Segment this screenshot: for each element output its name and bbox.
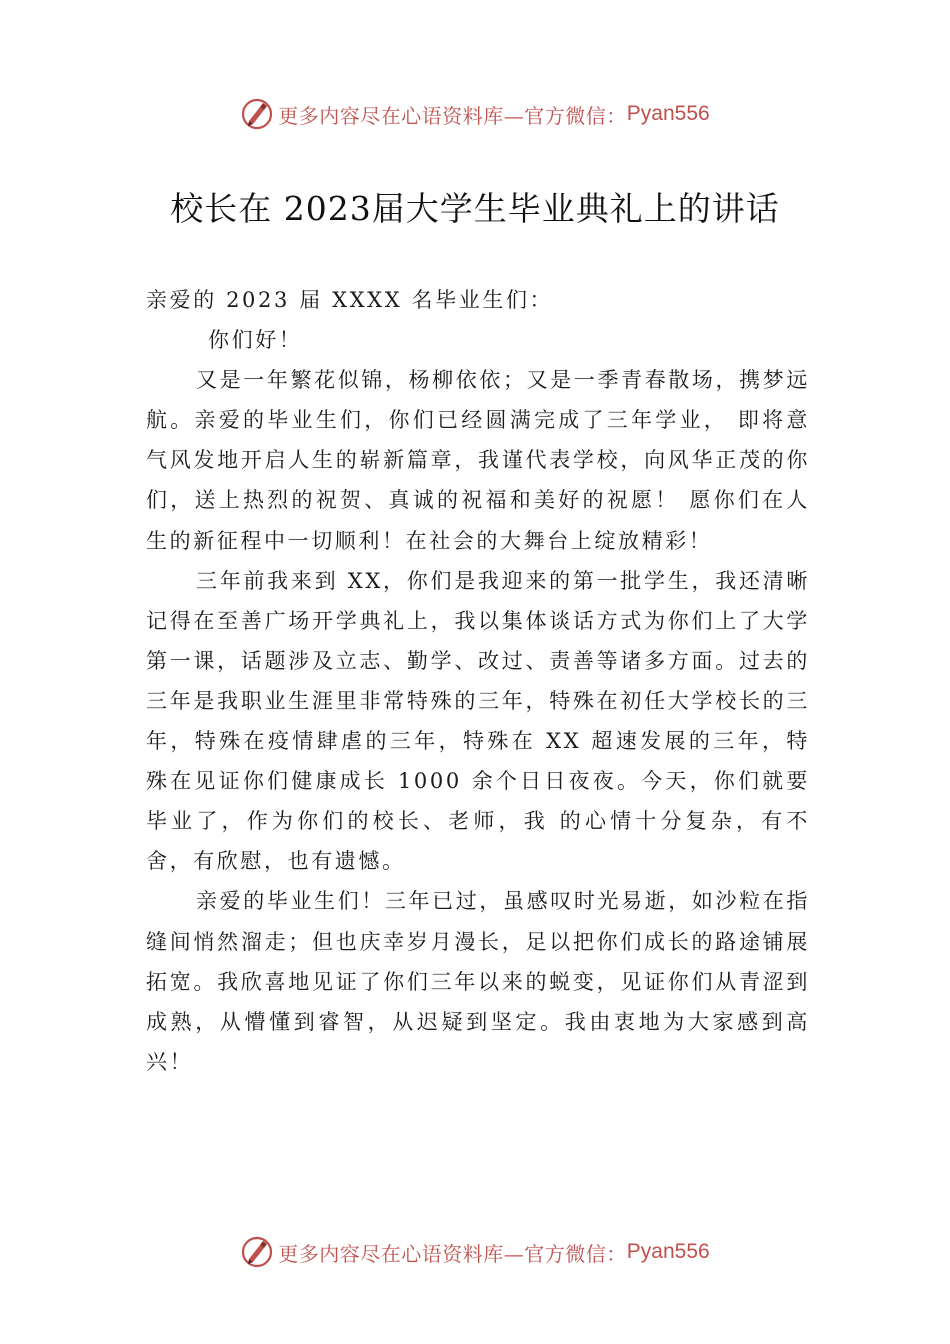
paragraph: 三年前我来到 XX，你们是我迎来的第一批学生，我还清晰记得在至善广场开学典礼上，我以集体谈话方式为你们上了大学第一课，话题涉及立志、勤学、改过、责善等诸多方面。过去的三年是我职业生涯里非常特殊的三年，特殊在初任大学校长的三年，特殊在疫情肆虐的三年，特殊在 XX 超速发展的三年，特殊在见证你们健康成长 1000 余个日日夜夜。今天，你们就要毕业了，作为你们的校长、老师，我 的心情十分复杂，有不舍，有欣慰，也有遗憾。 bbox=[146, 568, 810, 874]
banner-text: 更多内容尽在心语资料库—官方微信： bbox=[278, 103, 627, 128]
greeting: 你们好！ bbox=[208, 328, 303, 353]
paragraph: 亲爱的毕业生们！三年已过，虽感叹时光易逝，如沙粒在指缝间悄然溜走；但也庆幸岁月漫长，足以把你们成长的路途铺展拓宽。我欣喜地见证了你们三年以来的蜕变，见证你们从青涩到成熟，从懵懂到睿智，从迟疑到坚定。我由衷地为大家感到高兴！ bbox=[146, 889, 810, 1074]
banner-text: 更多内容尽在心语资料库—官方微信： bbox=[278, 1241, 627, 1266]
wechat-id: Pyan556 bbox=[626, 102, 710, 125]
salutation: 亲爱的 2023 届 XXXX 名毕业生们： bbox=[146, 288, 554, 312]
footer-banner bbox=[0, 1232, 950, 1272]
pen-logo-icon bbox=[240, 1235, 274, 1269]
paragraph: 又是一年繁花似锦，杨柳依依；又是一季青春散场，携梦远航。亲爱的毕业生们，你们已经圆满完成了三年学业， 即将意气风发地开启人生的崭新篇章，我谨代表学校，向风华正茂的你们，送上热烈的祝贺、真诚的祝福和美好的祝愿！ 愿你们在人生的新征程中一切顺利！在社会的大舞台上绽放精彩！ bbox=[146, 368, 810, 553]
header-banner bbox=[0, 94, 950, 134]
document-title: 校长在 2023届大学生毕业典礼上的讲话 bbox=[170, 189, 780, 228]
document-body bbox=[146, 280, 810, 1082]
pen-logo-icon bbox=[240, 97, 274, 131]
wechat-id: Pyan556 bbox=[626, 1240, 710, 1263]
